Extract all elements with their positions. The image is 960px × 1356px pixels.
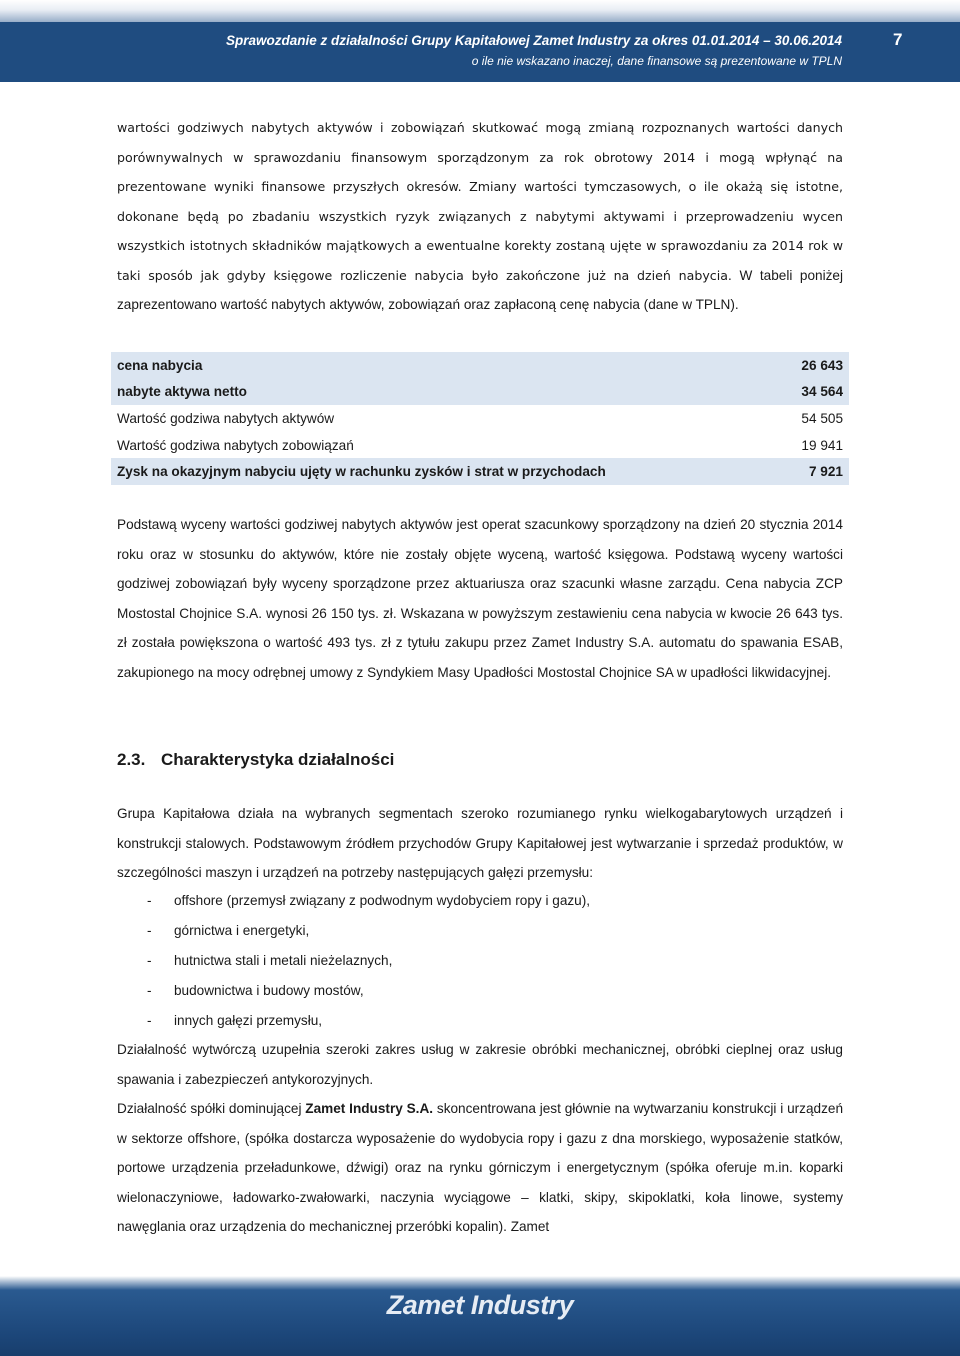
list-dash: -: [147, 893, 152, 908]
table-row: [111, 379, 849, 406]
parent-company-name: Zamet Industry S.A.: [305, 1101, 434, 1116]
intro-lead-text: wartości godziwych nabytych aktywów i zobowiązań skutkować mogą zmianą rozpoznanych wartości danych porównywalnych w sprawozdaniu finansowym sporządzonym za rok obrotowy 2014 i mogą wpłynąć na prezentowane wyniki finansowe przyszłych okresów.: [117, 120, 843, 194]
row-value: 34 564: [778, 379, 849, 406]
parent-company-paragraph: [117, 1094, 843, 1242]
list-dash: -: [147, 953, 152, 968]
row-label: Wartość godziwa nabytych zobowiązań: [117, 437, 354, 453]
group-paragraph: Grupa Kapitałowa działa na wybranych segmentach szeroko rozumianego rynku wielkogabarytowych urządzeń i konstrukcji stalowych. Podstawowym źródłem przychodów Grupy Kapitałowej jest wytwarzanie i sprzedaż produktów, w szczególności maszyn i urządzeń na potrzeby następujących gałęzi przemysłu:: [117, 806, 843, 880]
list-item-text: budownictwa i budowy mostów,: [174, 983, 364, 998]
activity-paragraph: Działalność wytwórczą uzupełnia szeroki zakres usług w zakresie obróbki mechanicznej, obróbki cieplnej oraz usług spawania i zabezpieczeń antykorozyjnych.: [117, 1042, 843, 1087]
company-logo: Zamet Industry: [386, 1290, 574, 1320]
list-item-text: górnictwa i energetyki,: [174, 923, 310, 938]
intro-tail-text: W tabeli poniżej zaprezentowano wartość nabytych aktywów, zobowiązań oraz zapłaconą cenę nabycia (dane w TPLN).: [117, 267, 843, 312]
list-item-text: offshore (przemysł związany z podwodnym wydobyciem ropy i gazu),: [174, 893, 591, 908]
report-subtitle: o ile nie wskazano inaczej, dane finansowe są prezentowane w TPLN: [471, 54, 842, 68]
intro-paragraph: [117, 113, 843, 320]
row-label: Wartość godziwa nabytych aktywów: [117, 410, 335, 426]
table-row: [111, 458, 849, 485]
header-band: [0, 22, 960, 82]
row-value: 7 921: [778, 458, 849, 485]
section-number: 2.3.: [117, 750, 146, 769]
list-dash: -: [147, 983, 152, 998]
parent-lead-text: Działalność spółki dominującej: [117, 1101, 306, 1116]
row-value: 54 505: [801, 410, 843, 426]
table-row: [111, 352, 849, 379]
row-label: nabyte aktywa netto: [111, 379, 778, 406]
page-number: 7: [893, 30, 903, 49]
section-title: Charakterystyka działalności: [161, 750, 395, 769]
row-label: cena nabycia: [111, 352, 778, 379]
row-value: 19 941: [801, 437, 843, 453]
row-label: Zysk na okazyjnym nabyciu ujęty w rachunku zysków i strat w przychodach: [111, 458, 778, 485]
list-item-text: hutnictwa stali i metali nieżelaznych,: [174, 953, 393, 968]
table-row: [111, 432, 849, 459]
intro-middle-text: Zmiany wartości tymczasowych, o ile okażą się istotne, dokonane będą po zbadaniu wszystkich ryzyk związanych z nabytymi aktywami i przeprowadzeniu wycen wszystkich istotnych składników majątkowych a ewentualne korekty zostaną ujęte w sprawozdaniu za 2014 rok w taki sposób jak gdyby księgowe rozliczenie nabycia było zakończone już na dzień nabycia.: [117, 179, 843, 283]
row-value: 26 643: [778, 352, 849, 379]
page-header: [0, 0, 960, 82]
list-dash: -: [147, 1013, 152, 1028]
acquisition-table: [111, 352, 849, 485]
list-dash: -: [147, 923, 152, 938]
list-item-text: innych gałęzi przemysłu,: [174, 1013, 323, 1028]
report-title: Sprawozdanie z działalności Grupy Kapitałowej Zamet Industry za okres 01.01.2014 – 30.06.2014: [225, 33, 842, 48]
parent-rest-text: skoncentrowana jest głównie na wytwarzaniu konstrukcji i urządzeń w sektorze offshore, (spółka dostarcza wyposażenie do wydobycia ropy i gazu z dna morskiego, wyposażenie statków, portowe urządzenia przeładunkowe, dźwigi) oraz na rynku górniczym i energetycznym (spółka oferuje m.in. koparki wielonaczyniowe, ładowarko-zwałowarki, naczynia wyciągowe – klatki, skipy, skipoklatki, koła linowe, systemy nawęglania oraz urządzenia do mechanicznej przeróbki kopalin). Zamet: [117, 1101, 844, 1234]
section-heading: [117, 750, 394, 770]
table-row: [111, 405, 849, 432]
valuation-paragraph: Podstawą wyceny wartości godziwej nabytych aktywów jest operat szacunkowy sporządzony na dzień 20 stycznia 2014 roku oraz w stosunku do aktywów, które nie zostały objęte wyceną, wartość księgowa. Podstawą wyceny wartości godziwej zobowiązań były wyceny sporządzone przez aktuariusza oraz szacunki własne zarządu. Cena nabycia ZCP Mostostal Chojnice S.A. wynosi 26 150 tys. zł. Wskazana w powyższym zestawieniu cena nabycia w kwocie 26 643 tys. zł została powiększona o wartość 493 tys. zł z tytułu zakupu przez Zamet Industry S.A. automatu do spawania ESAB, zakupionego na mocy odrębnej umowy z Syndykiem Masy Upadłości Mostostal Chojnice SA w upadłości likwidacyjnej.: [117, 517, 843, 680]
